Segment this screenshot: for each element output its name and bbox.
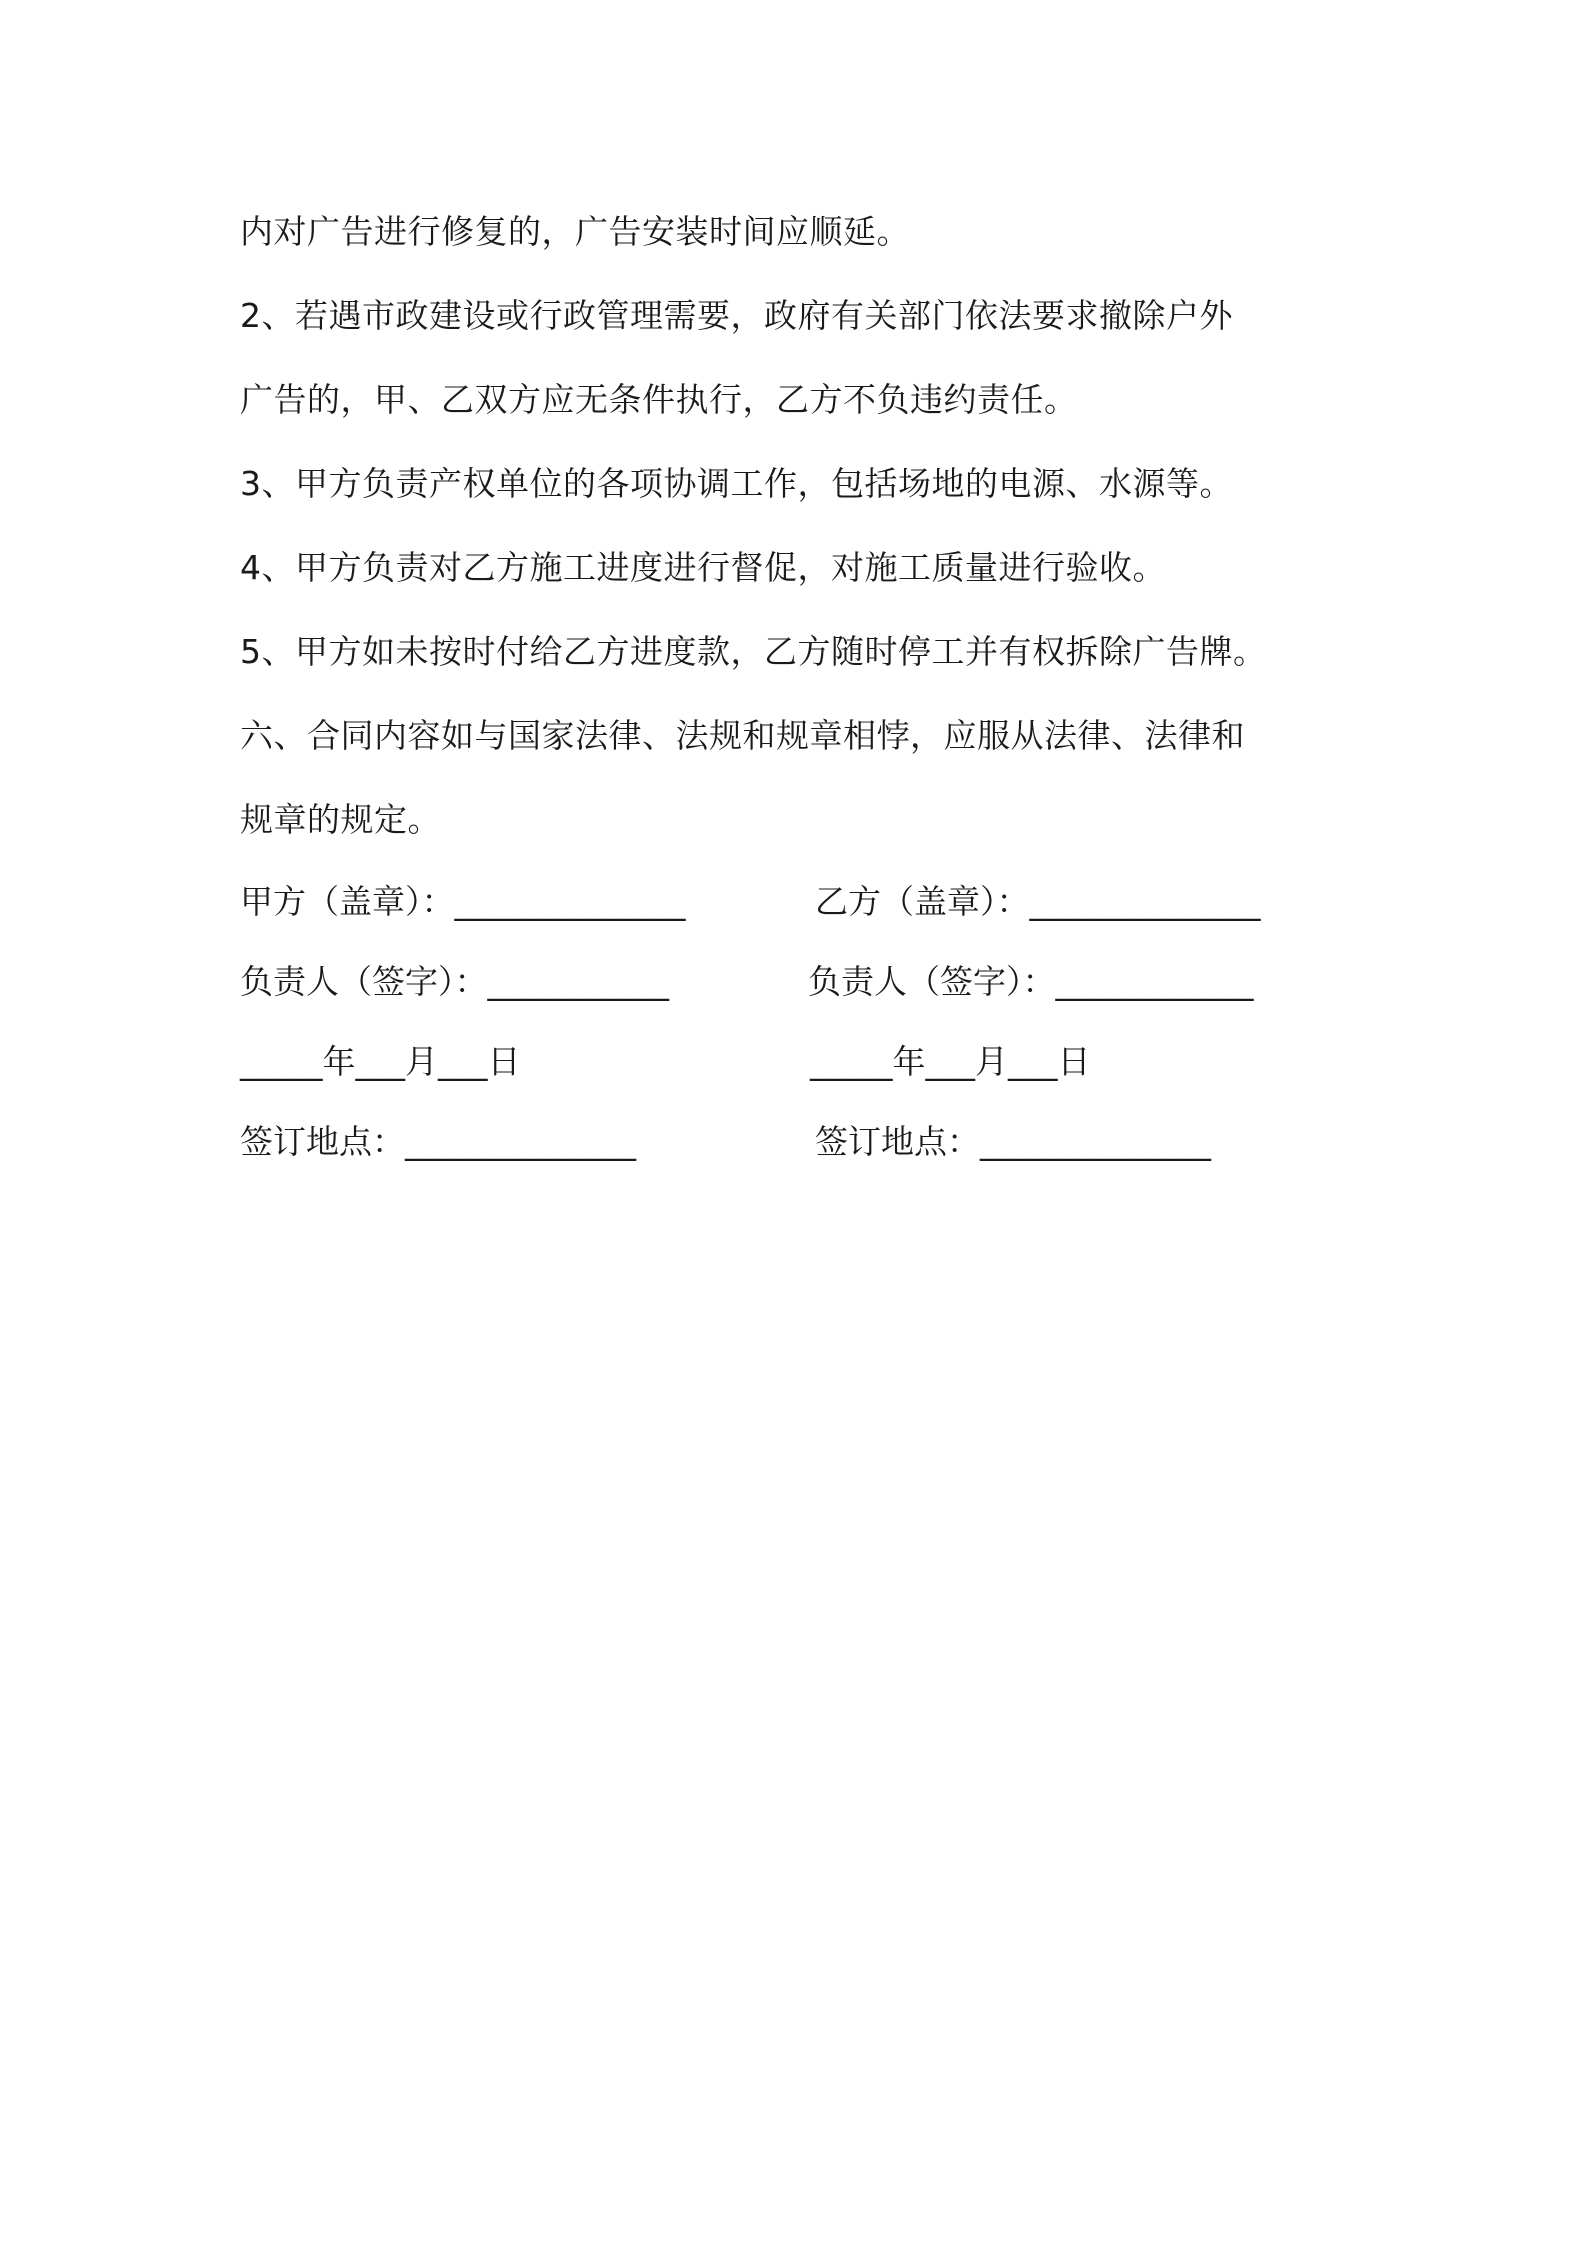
seal-row [240, 862, 1390, 942]
contract-body [240, 190, 1390, 862]
signer-row [240, 942, 1390, 1022]
party-b-date-field: _____年___月___日 [810, 1042, 1091, 1081]
paragraph-line: 4、甲方负责对乙方施工进度进行督促，对施工质量进行验收。 [240, 548, 1166, 587]
party-a-signer-field: 负责人（签字）：___________ [240, 962, 669, 1001]
paragraph-line: 5、甲方如未按时付给乙方进度款，乙方随时停工并有权拆除广告牌。 [240, 632, 1267, 671]
paragraph-line: 六、合同内容如与国家法律、法规和规章相悖，应服从法律、法律和 [240, 716, 1245, 755]
party-b-signer-field: 负责人（签字）：____________ [808, 962, 1254, 1001]
paragraph-line: 广告的，甲、乙双方应无条件执行，乙方不负违约责任。 [240, 380, 1078, 419]
paragraph-line: 内对广告进行修复的，广告安装时间应顺延。 [240, 212, 910, 251]
party-b-seal-field: 乙方（盖章）：______________ [815, 882, 1261, 921]
signature-block [240, 862, 1390, 1182]
paragraph-line: 规章的规定。 [240, 800, 441, 839]
paragraph-line: 2、若遇市政建设或行政管理需要，政府有关部门依法要求撤除户外 [240, 296, 1233, 335]
date-row [240, 1022, 1390, 1102]
party-a-place-field: 签订地点：______________ [240, 1122, 636, 1161]
party-a-seal-field: 甲方（盖章）：______________ [240, 882, 686, 921]
place-row [240, 1102, 1390, 1182]
party-b-place-field: 签订地点：______________ [815, 1122, 1211, 1161]
paragraph-line: 3、甲方负责产权单位的各项协调工作，包括场地的电源、水源等。 [240, 464, 1233, 503]
party-a-date-field: _____年___月___日 [240, 1042, 521, 1081]
